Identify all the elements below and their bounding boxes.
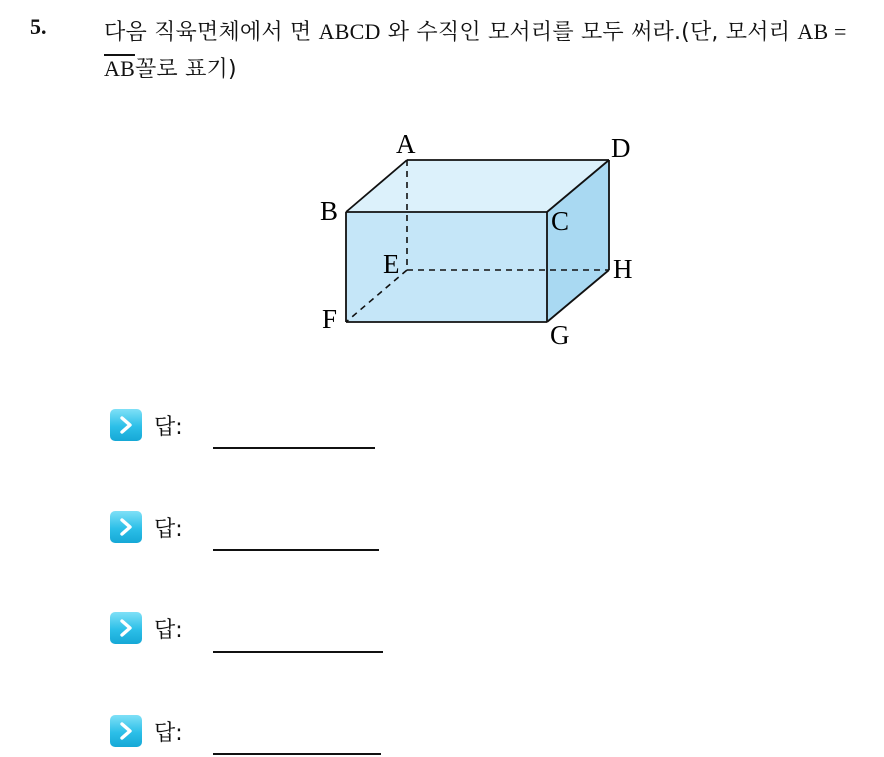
question-text [104,14,864,88]
vertex-label-f: F [322,304,338,334]
vertex-label-g: G [550,320,570,350]
edge-notation-overline: $\overline{AB}$ [104,56,135,81]
question-text-part2: 와 수직인 모서리를 모두 써라.(단, 모서리 [380,20,798,45]
front-face [346,212,547,322]
chevron-right-icon [110,612,142,644]
chevron-right-icon [110,409,142,441]
question-text-part3: 꼴로 표기) [134,57,237,82]
answer-blank-4[interactable] [213,753,381,755]
cuboid-figure [310,120,650,354]
vertex-label-c: C [551,206,570,236]
cuboid-diagram [310,120,650,350]
answer-label: 답: [154,414,183,440]
edge-notation-plain: AB [797,19,829,44]
question-text-part1: 다음 직육면체에서 면 [104,20,319,45]
chevron-right-icon [110,511,142,543]
answer-blank-1[interactable] [213,447,375,449]
answer-label: 답: [154,720,183,746]
answer-blank-3[interactable] [213,651,383,653]
vertex-label-a: A [396,129,416,159]
answer-label: 답: [154,617,183,643]
answer-row-2 [110,511,183,543]
vertex-label-h: H [613,254,633,284]
vertex-label-e: E [383,249,400,279]
vertex-label-d: D [611,133,631,163]
answer-blank-2[interactable] [213,549,379,551]
chevron-right-icon [110,715,142,747]
question-number: 5. [30,14,47,39]
answer-row-1 [110,409,183,441]
answer-label: 답: [154,516,183,542]
answer-row-3 [110,612,183,644]
equals-sign: = [828,19,847,44]
face-label: ABCD [318,19,381,44]
vertex-label-b: B [320,196,339,226]
answer-row-4 [110,715,183,747]
